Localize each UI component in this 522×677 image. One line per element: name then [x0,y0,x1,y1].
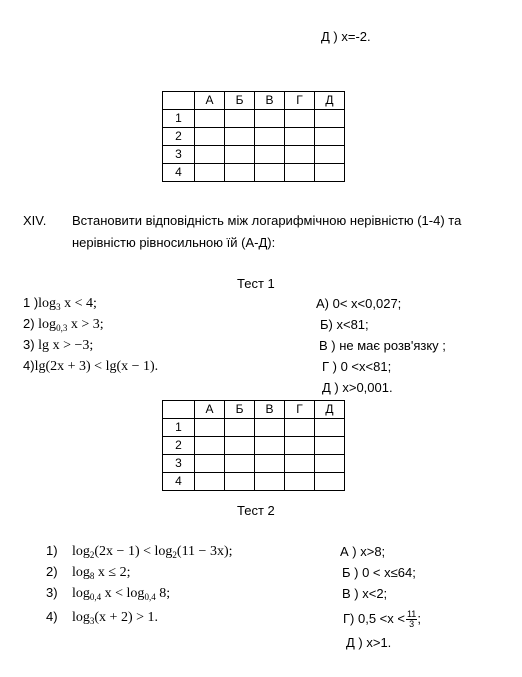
answer-cell[interactable] [195,110,225,128]
item-number: 3) [23,337,39,352]
fraction-numerator: 11 [406,609,417,619]
test1-title: Тест 1 [237,276,275,291]
test1-option-d: Д ) х>0,001. [322,380,393,395]
test1-option-b: Б) х<81; [320,317,369,332]
table-header-v: В [255,401,285,419]
answer-cell[interactable] [285,128,315,146]
inequality-rest: (2x + 3) < lg(x − 1). [45,359,159,374]
answer-cell[interactable] [225,164,255,182]
inequality-rest: x < 4; [60,296,97,311]
answer-cell[interactable] [195,473,225,491]
answer-cell[interactable] [195,128,225,146]
test2-option-g [343,610,421,629]
answer-cell[interactable] [225,437,255,455]
test1-option-g: Г ) 0 <х<81; [322,359,392,374]
answer-table-2 [162,400,345,491]
test2-item-4 [46,609,158,626]
answer-cell[interactable] [195,455,225,473]
answer-cell[interactable] [225,419,255,437]
table-row-number: 3 [163,455,195,473]
table-header-b: Б [225,92,255,110]
answer-cell[interactable] [315,164,345,182]
answer-cell[interactable] [315,110,345,128]
log-operator: log [38,296,57,311]
answer-cell[interactable] [285,437,315,455]
log-operator: lg [34,359,46,374]
answer-cell[interactable] [285,473,315,491]
top-answer: Д ) х=-2. [321,29,371,44]
log-base: 2 [89,550,95,560]
test1-item-4 [23,358,158,375]
inequality-end: 8; [155,586,171,601]
table-row-number: 1 [163,110,195,128]
answer-cell[interactable] [195,164,225,182]
item-number: 2) [46,564,58,579]
test2-title: Тест 2 [237,503,275,518]
answer-cell[interactable] [255,128,285,146]
inequality-rest: x > −3; [49,338,94,353]
answer-cell[interactable] [225,473,255,491]
table-row-number: 4 [163,473,195,491]
answer-cell[interactable] [315,473,345,491]
table-row-number: 2 [163,437,195,455]
test2-option-v: В ) х<2; [342,586,388,601]
log-operator: log [72,565,90,580]
table-header-a: А [195,401,225,419]
answer-cell[interactable] [255,164,285,182]
answer-cell[interactable] [225,146,255,164]
item-number: 1 ) [23,295,39,310]
test2-option-a: А ) х>8; [340,544,386,559]
inequality-end: (11 − 3x); [176,544,233,559]
option-g-text: Г) 0,5 <х < [343,610,405,626]
answer-cell[interactable] [315,128,345,146]
answer-cell[interactable] [225,110,255,128]
test1-option-a: А) 0< х<0,027; [316,296,402,311]
log-operator: log [72,586,90,601]
inequality-middle: x < log [101,586,145,601]
answer-cell[interactable] [255,110,285,128]
table-header-d: Д [315,92,345,110]
fraction-denominator: 3 [409,619,415,629]
test2-item-2 [46,564,130,581]
answer-cell[interactable] [225,128,255,146]
log-base: 0,4 [144,592,156,602]
log-operator: log [38,317,57,332]
log-operator: log [72,610,90,625]
answer-cell[interactable] [195,419,225,437]
item-number: 4) [46,609,58,624]
answer-cell[interactable] [285,110,315,128]
log-base: 0,3 [56,323,68,333]
table-row-number: 3 [163,146,195,164]
log-base: 3 [56,302,61,312]
table-header-v: В [255,92,285,110]
answer-cell[interactable] [195,146,225,164]
inequality-middle: x ≤ 2; [94,565,131,580]
item-number: 3) [46,585,58,600]
test1-option-v: В ) не має розв'язку ; [319,338,446,353]
table-row-number: 1 [163,419,195,437]
answer-cell[interactable] [255,419,285,437]
table-corner-cell [163,401,195,419]
item-number: 1) [46,543,58,558]
table-header-g: Г [285,401,315,419]
answer-table-1 [162,91,345,182]
test1-item-2 [23,316,104,333]
table-header-a: А [195,92,225,110]
answer-cell[interactable] [285,146,315,164]
answer-cell[interactable] [315,419,345,437]
answer-cell[interactable] [255,473,285,491]
table-header-g: Г [285,92,315,110]
item-number: 2) [23,316,39,331]
table-corner-cell [163,92,195,110]
answer-cell[interactable] [315,437,345,455]
answer-cell[interactable] [285,164,315,182]
test2-option-b: Б ) 0 < х≤64; [342,565,416,580]
table-header-b: Б [225,401,255,419]
test2-option-d: Д ) х>1. [346,635,392,650]
log-operator: lg [38,338,50,353]
log-operator: log [72,544,90,559]
log-base: 8 [89,571,95,581]
answer-cell[interactable] [285,419,315,437]
answer-cell[interactable] [255,455,285,473]
log-base: 2 [172,550,177,560]
section-instruction-line2: нерівністю рівносильною їй (А-Д): [72,235,276,250]
inequality-middle: (x + 2) > 1. [94,610,159,625]
test1-item-3 [23,337,93,354]
answer-cell[interactable] [285,455,315,473]
test2-item-1 [46,543,233,560]
inequality-rest: x > 3; [67,317,104,332]
log-base: 3 [89,616,95,626]
table-header-d: Д [315,401,345,419]
test1-item-1 [23,295,97,312]
answer-cell[interactable] [315,455,345,473]
section-number: XIV. [23,213,47,228]
log-base: 0,4 [89,592,102,602]
option-g-tail: ; [417,610,421,626]
answer-cell[interactable] [315,146,345,164]
answer-cell[interactable] [225,455,255,473]
answer-cell[interactable] [255,146,285,164]
fraction-eleven-thirds [406,610,417,629]
answer-cell[interactable] [195,437,225,455]
section-instruction-line1: Встановити відповідність між логарифмічною нерівністю (1-4) та [72,213,462,228]
test2-item-3 [46,585,170,602]
answer-cell[interactable] [255,437,285,455]
inequality-middle: (2x − 1) < log [94,544,173,559]
table-row-number: 2 [163,128,195,146]
item-number: 4) [23,358,35,373]
table-row-number: 4 [163,164,195,182]
